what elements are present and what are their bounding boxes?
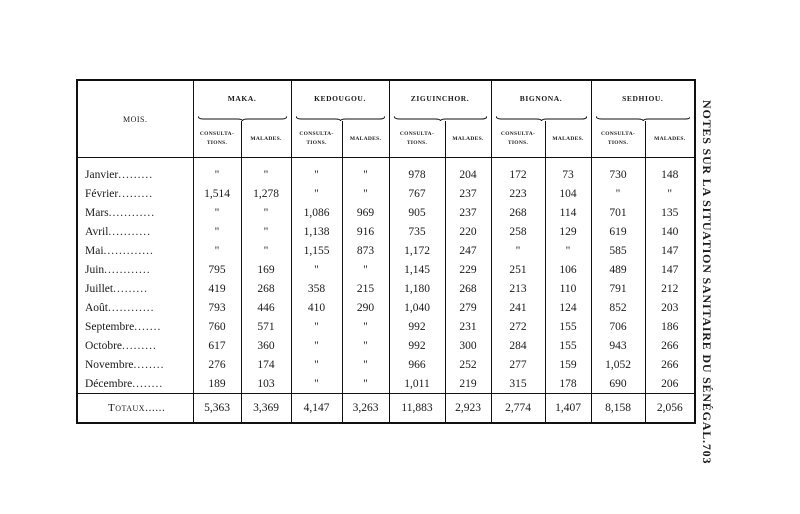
- malades-cell: ": [342, 355, 389, 374]
- sub-header-consult-line2: TIONS.: [306, 140, 327, 146]
- consultations-cell: ": [193, 222, 241, 241]
- malades-cell: 104: [545, 184, 591, 203]
- malades-cell: 237: [445, 184, 491, 203]
- consultations-cell: 1,145: [389, 260, 445, 279]
- malades-cell: 186: [645, 317, 695, 336]
- month-cell: [77, 203, 193, 222]
- consultations-cell: 767: [389, 184, 445, 203]
- month-label: Avril: [85, 225, 109, 238]
- consultations-cell: ": [291, 184, 342, 203]
- month-cell: [77, 241, 193, 260]
- month-label: Octobre: [85, 339, 123, 352]
- month-label: Décembre: [85, 377, 133, 390]
- region-header-ziguinchor: ZIGUINCHOR.: [389, 80, 491, 115]
- consultations-cell: 223: [491, 184, 545, 203]
- sub-header-consult-line1: CONSULTA-: [399, 131, 435, 137]
- malades-cell: 219: [445, 374, 491, 394]
- malades-cell: ": [342, 260, 389, 279]
- totals-row: [77, 394, 695, 424]
- consultations-cell: ": [291, 317, 342, 336]
- malades-cell: 155: [545, 336, 591, 355]
- malades-cell: 147: [645, 241, 695, 260]
- malades-cell: ": [241, 158, 291, 185]
- total-cell: 5,363: [193, 394, 241, 424]
- malades-cell: 206: [645, 374, 695, 394]
- sub-header-consult-line2: TIONS.: [507, 140, 529, 146]
- consultations-cell: 701: [591, 203, 645, 222]
- table-row: [77, 241, 695, 260]
- sub-header-consultations: [193, 121, 241, 158]
- malades-cell: 247: [445, 241, 491, 260]
- malades-cell: ": [545, 241, 591, 260]
- malades-cell: 106: [545, 260, 591, 279]
- consultations-cell: 1,180: [389, 279, 445, 298]
- leader-dots: ......: [145, 402, 166, 414]
- consultations-cell: 992: [389, 336, 445, 355]
- region-header-maka: MAKA.: [193, 80, 291, 115]
- consultations-cell: 585: [591, 241, 645, 260]
- consultations-cell: 172: [491, 158, 545, 185]
- leader-dots: .........: [118, 169, 154, 181]
- total-cell: 4,147: [291, 394, 342, 424]
- table-row: [77, 158, 695, 185]
- consultations-cell: 1,011: [389, 374, 445, 394]
- consultations-cell: 1,052: [591, 355, 645, 374]
- malades-cell: 231: [445, 317, 491, 336]
- month-cell: [77, 336, 193, 355]
- consultations-cell: 730: [591, 158, 645, 185]
- sub-header-consult-line2: TIONS.: [406, 140, 428, 146]
- sub-header-malades: MALADES.: [445, 121, 491, 158]
- malades-cell: 140: [645, 222, 695, 241]
- malades-cell: 1,278: [241, 184, 291, 203]
- consultations-cell: ": [193, 241, 241, 260]
- malades-cell: 174: [241, 355, 291, 374]
- leader-dots: .........: [118, 187, 154, 200]
- consultations-cell: 619: [591, 222, 645, 241]
- month-label: Novembre: [85, 358, 134, 371]
- consultations-cell: 268: [491, 203, 545, 222]
- month-label: Février: [85, 187, 119, 200]
- consultations-cell: 992: [389, 317, 445, 336]
- table-row: [77, 317, 695, 336]
- total-cell: 8,158: [591, 394, 645, 424]
- consultations-cell: 1,040: [389, 298, 445, 317]
- malades-cell: ": [645, 184, 695, 203]
- total-cell: 3,263: [342, 394, 389, 424]
- malades-cell: 155: [545, 317, 591, 336]
- malades-cell: ": [342, 336, 389, 355]
- sub-header-consult-line1: CONSULTA-: [600, 131, 636, 137]
- region-header-bignona: BIGNONA.: [491, 80, 591, 115]
- month-label: Mars: [85, 206, 109, 219]
- consultations-cell: ": [591, 184, 645, 203]
- region-header-kedougou: KEDOUGOU.: [291, 80, 389, 115]
- malades-cell: 114: [545, 203, 591, 222]
- consultations-cell: 735: [389, 222, 445, 241]
- table-row: [77, 355, 695, 374]
- malades-cell: 969: [342, 203, 389, 222]
- malades-cell: 916: [342, 222, 389, 241]
- malades-cell: 266: [645, 355, 695, 374]
- consultations-cell: ": [193, 203, 241, 222]
- side-title-text: NOTES SUR LA SITUATION SANITAIRE DU SÉNÉGAL.: [700, 100, 714, 444]
- leader-dots: ............: [108, 301, 155, 314]
- consultations-cell: 791: [591, 279, 645, 298]
- leader-dots: ........: [133, 358, 165, 371]
- malades-cell: ": [342, 158, 389, 185]
- malades-cell: 268: [445, 279, 491, 298]
- total-cell: 11,883: [389, 394, 445, 424]
- malades-cell: ": [342, 184, 389, 203]
- consultations-cell: 1,138: [291, 222, 342, 241]
- consultations-cell: 966: [389, 355, 445, 374]
- consultations-cell: 489: [591, 260, 645, 279]
- consultations-cell: 419: [193, 279, 241, 298]
- consultations-cell: ": [291, 260, 342, 279]
- malades-cell: 147: [645, 260, 695, 279]
- malades-cell: ": [241, 241, 291, 260]
- malades-cell: 220: [445, 222, 491, 241]
- malades-cell: 571: [241, 317, 291, 336]
- malades-cell: 360: [241, 336, 291, 355]
- running-header: [696, 100, 718, 465]
- consultations-cell: 213: [491, 279, 545, 298]
- statistics-table-container: [76, 79, 694, 431]
- sub-header-malades: MALADES.: [342, 121, 389, 158]
- month-cell: [77, 298, 193, 317]
- mois-header: MOIS.: [77, 80, 193, 158]
- sub-header-malades: MALADES.: [545, 121, 591, 158]
- table-row: [77, 184, 695, 203]
- month-cell: [77, 317, 193, 336]
- consultations-cell: 795: [193, 260, 241, 279]
- consultations-cell: 1,086: [291, 203, 342, 222]
- malades-cell: 178: [545, 374, 591, 394]
- month-cell: [77, 374, 193, 394]
- sub-header-consult-line2: TIONS.: [607, 140, 629, 146]
- consultations-cell: 1,172: [389, 241, 445, 260]
- table-row: [77, 260, 695, 279]
- consultations-cell: 276: [193, 355, 241, 374]
- malades-cell: 73: [545, 158, 591, 185]
- sub-header-consult-line2: TIONS.: [206, 140, 228, 146]
- consultations-cell: ": [193, 158, 241, 185]
- leader-dots: .........: [122, 339, 157, 352]
- malades-cell: 129: [545, 222, 591, 241]
- total-cell: 2,923: [445, 394, 491, 424]
- consultations-cell: 189: [193, 374, 241, 394]
- malades-cell: 159: [545, 355, 591, 374]
- month-cell: [77, 260, 193, 279]
- sub-header-consult-line1: CONSULTA-: [500, 131, 536, 137]
- consultations-cell: 277: [491, 355, 545, 374]
- malades-cell: 873: [342, 241, 389, 260]
- malades-cell: ": [342, 317, 389, 336]
- month-label: Janvier: [85, 169, 119, 181]
- malades-cell: ": [241, 203, 291, 222]
- malades-cell: 290: [342, 298, 389, 317]
- malades-cell: 135: [645, 203, 695, 222]
- total-cell: 2,774: [491, 394, 545, 424]
- malades-cell: 279: [445, 298, 491, 317]
- sub-header-consultations: [291, 121, 342, 158]
- table-row: [77, 298, 695, 317]
- consultations-cell: 358: [291, 279, 342, 298]
- table-row: [77, 336, 695, 355]
- consultations-cell: 272: [491, 317, 545, 336]
- malades-cell: 215: [342, 279, 389, 298]
- sub-header-consultations: [491, 121, 545, 158]
- malades-cell: 266: [645, 336, 695, 355]
- table-row: [77, 222, 695, 241]
- malades-cell: ": [342, 374, 389, 394]
- consultations-cell: 760: [193, 317, 241, 336]
- consultations-cell: 793: [193, 298, 241, 317]
- month-cell: [77, 158, 193, 185]
- month-cell: [77, 184, 193, 203]
- consultations-cell: 978: [389, 158, 445, 185]
- consultations-cell: 905: [389, 203, 445, 222]
- consultations-cell: ": [291, 336, 342, 355]
- malades-cell: 169: [241, 260, 291, 279]
- statistics-table: [76, 79, 696, 424]
- malades-cell: 103: [241, 374, 291, 394]
- malades-cell: 212: [645, 279, 695, 298]
- total-cell: 2,056: [645, 394, 695, 424]
- sub-header-consultations: [591, 121, 645, 158]
- month-label: Août: [85, 301, 108, 314]
- malades-cell: 268: [241, 279, 291, 298]
- consultations-cell: ": [291, 374, 342, 394]
- malades-cell: 237: [445, 203, 491, 222]
- month-cell: [77, 222, 193, 241]
- month-label: Juin: [85, 263, 105, 276]
- consultations-cell: 943: [591, 336, 645, 355]
- consultations-cell: 690: [591, 374, 645, 394]
- table-row: [77, 279, 695, 298]
- leader-dots: .............: [103, 244, 154, 257]
- sub-header-consultations: [389, 121, 445, 158]
- region-header-sedhiou: SEDHIOU.: [591, 80, 695, 115]
- page-number: 703: [700, 443, 714, 465]
- sub-header-malades: MALADES.: [645, 121, 695, 158]
- table-row: [77, 374, 695, 394]
- malades-cell: 252: [445, 355, 491, 374]
- totals-label: Totaux: [108, 402, 146, 414]
- month-label: Mai: [85, 244, 104, 257]
- consultations-cell: 258: [491, 222, 545, 241]
- consultations-cell: 1,155: [291, 241, 342, 260]
- malades-cell: 446: [241, 298, 291, 317]
- total-cell: 3,369: [241, 394, 291, 424]
- malades-cell: 110: [545, 279, 591, 298]
- consultations-cell: 852: [591, 298, 645, 317]
- sub-header-consult-line1: CONSULTA-: [199, 131, 235, 137]
- totals-label-cell: [77, 394, 193, 424]
- malades-cell: 229: [445, 260, 491, 279]
- sub-header-consult-line1: CONSULTA-: [299, 131, 334, 137]
- malades-cell: 124: [545, 298, 591, 317]
- month-cell: [77, 355, 193, 374]
- leader-dots: ........: [132, 377, 164, 390]
- table-row: [77, 203, 695, 222]
- malades-cell: 300: [445, 336, 491, 355]
- month-label: Septembre: [85, 320, 135, 333]
- leader-dots: ...........: [108, 225, 152, 238]
- consultations-cell: ": [291, 158, 342, 185]
- leader-dots: ............: [104, 263, 151, 276]
- consultations-cell: ": [491, 241, 545, 260]
- month-label: Juillet: [85, 282, 114, 295]
- consultations-cell: 617: [193, 336, 241, 355]
- month-cell: [77, 279, 193, 298]
- consultations-cell: ": [291, 355, 342, 374]
- leader-dots: ............: [108, 206, 156, 219]
- consultations-cell: 1,514: [193, 184, 241, 203]
- leader-dots: .........: [113, 282, 148, 295]
- consultations-cell: 284: [491, 336, 545, 355]
- malades-cell: 203: [645, 298, 695, 317]
- consultations-cell: 251: [491, 260, 545, 279]
- consultations-cell: 706: [591, 317, 645, 336]
- consultations-cell: 410: [291, 298, 342, 317]
- malades-cell: 148: [645, 158, 695, 185]
- total-cell: 1,407: [545, 394, 591, 424]
- consultations-cell: 241: [491, 298, 545, 317]
- malades-cell: 204: [445, 158, 491, 185]
- sub-header-malades: MALADES.: [241, 121, 291, 158]
- malades-cell: ": [241, 222, 291, 241]
- leader-dots: .......: [134, 320, 162, 333]
- consultations-cell: 315: [491, 374, 545, 394]
